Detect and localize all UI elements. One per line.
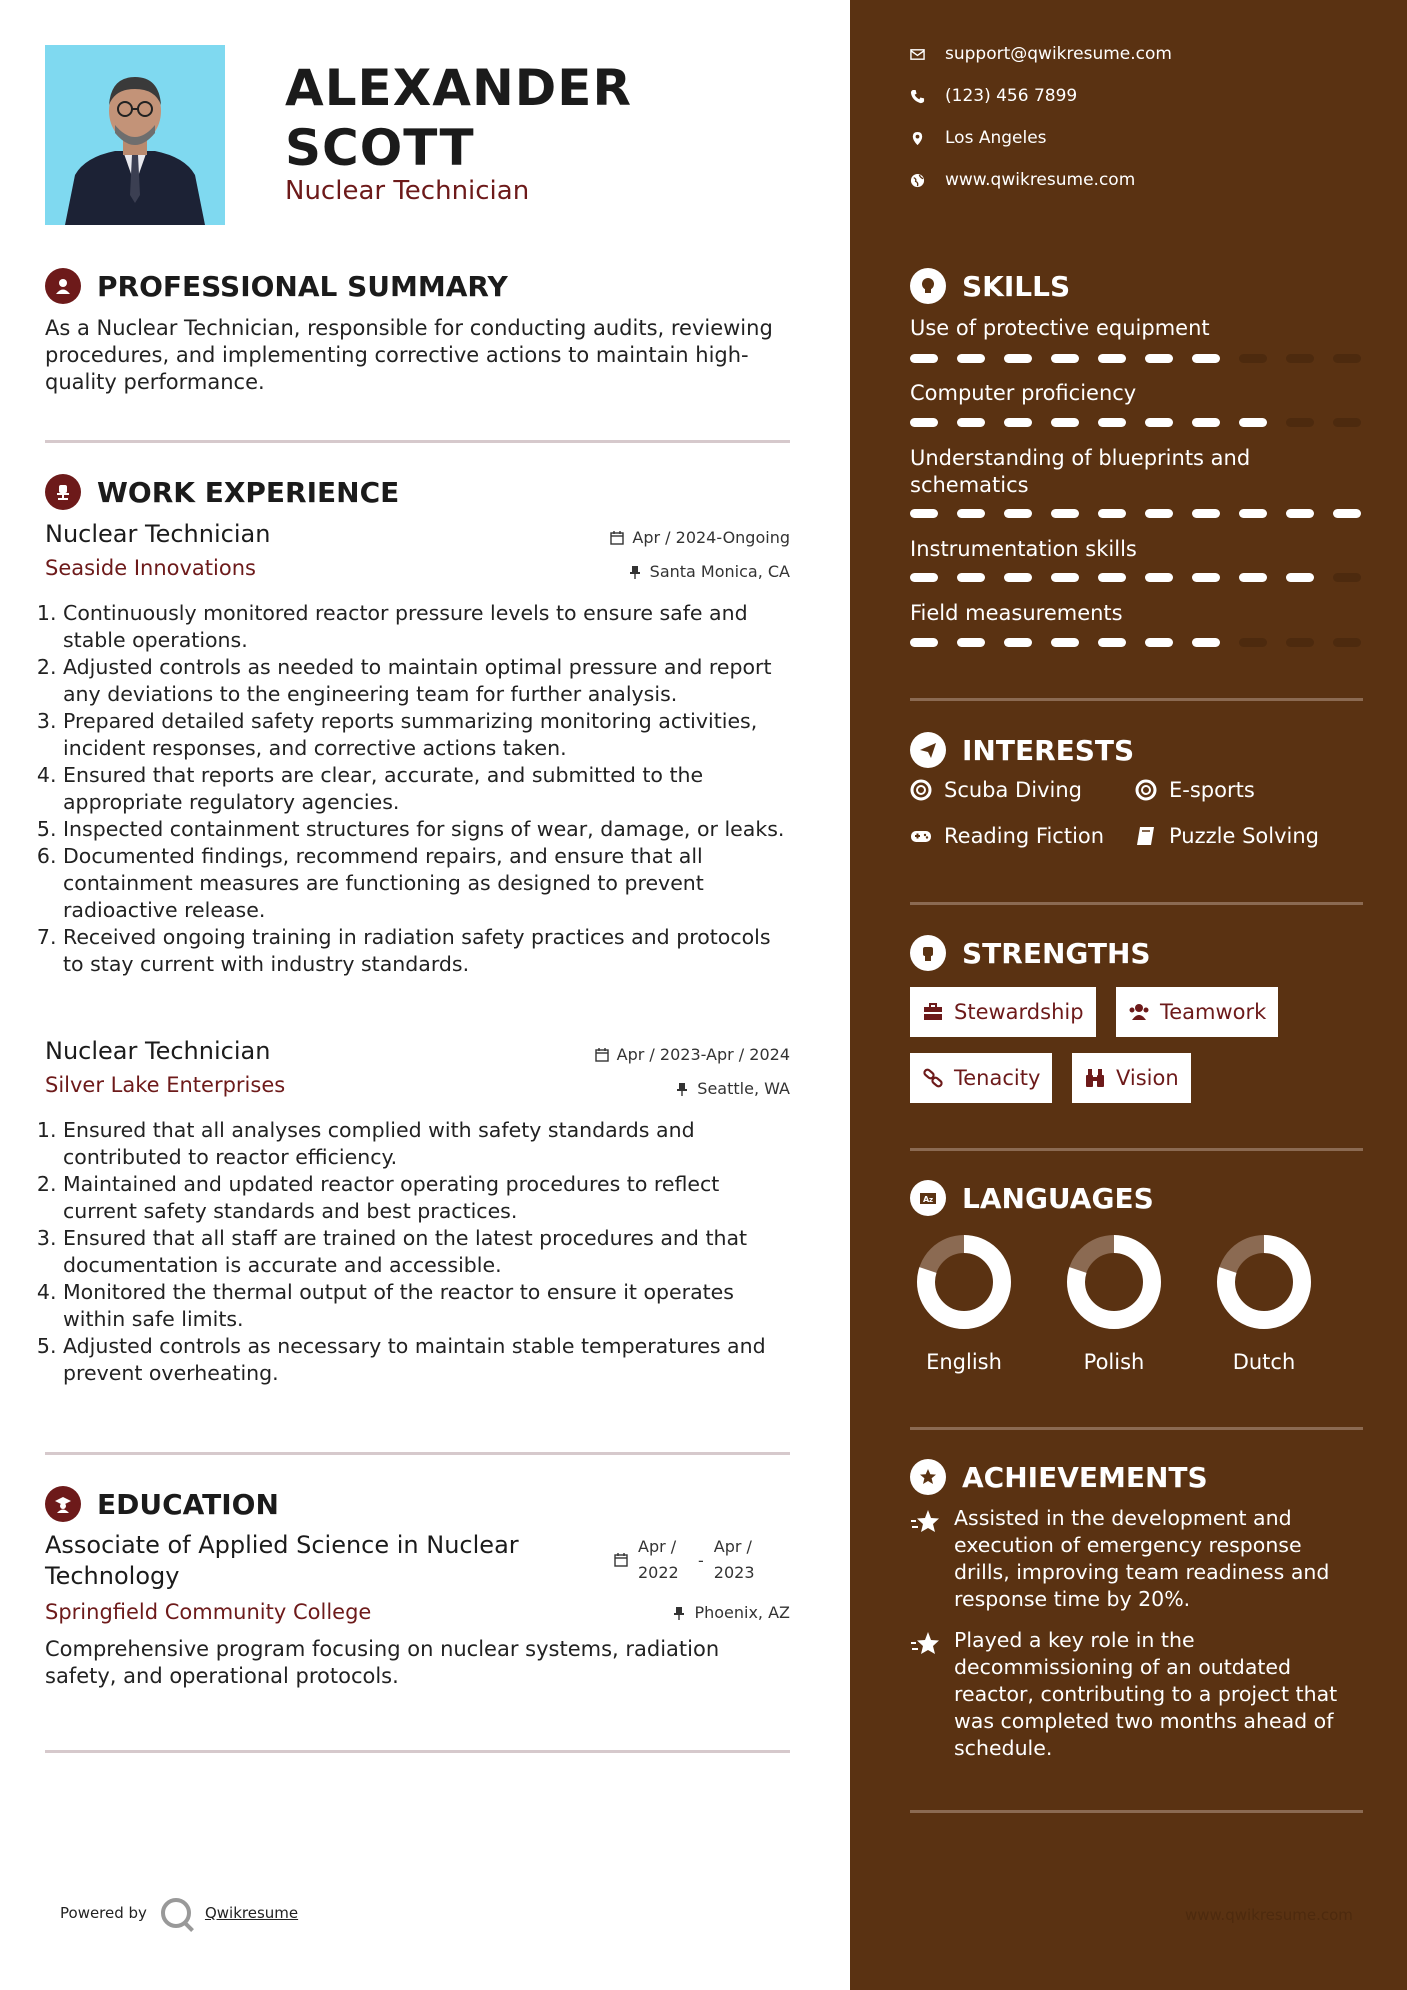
interests-title: INTERESTS — [962, 733, 1135, 767]
divider — [45, 1452, 790, 1455]
job-company: Silver Lake Enterprises — [45, 1073, 286, 1097]
skill-dash-filled — [957, 573, 985, 582]
powered-by-label: Powered by — [60, 1904, 147, 1922]
skill-dash-filled — [1145, 573, 1173, 582]
language-item — [1054, 1232, 1174, 1374]
language-name: Dutch — [1232, 1350, 1296, 1374]
skill-dash-filled — [1098, 573, 1126, 582]
skill-dash-empty — [1286, 638, 1314, 647]
skill-name: Understanding of blueprints and schematics — [910, 446, 1251, 497]
qwikresume-logo-icon — [161, 1898, 191, 1928]
language-name: Polish — [1083, 1350, 1145, 1374]
skill-dash-empty — [1286, 354, 1314, 363]
skill-dash-filled — [957, 354, 985, 363]
language-name: English — [926, 1350, 1002, 1374]
language-ring — [1064, 1232, 1164, 1332]
education-location — [672, 1603, 790, 1622]
star-icon — [910, 1629, 942, 1661]
powered-by — [60, 1898, 298, 1928]
calendar-icon — [614, 1553, 628, 1567]
list-item: 1. Continuously monitored reactor pressure levels to ensure safe and stable operations. — [63, 600, 795, 654]
list-item: 2. Maintained and updated reactor operating procedures to reflect current safety standards and best practices. — [63, 1171, 795, 1225]
job-location — [675, 1079, 790, 1098]
experience-title: WORK EXPERIENCE — [97, 475, 400, 509]
skill-dash-filled — [1098, 638, 1126, 647]
education-dates — [614, 1534, 764, 1586]
skill-meter — [910, 638, 1361, 647]
skill-name: Field measurements — [910, 601, 1123, 625]
pin-icon — [675, 1082, 689, 1096]
fist-icon — [910, 935, 946, 971]
job-dates-text: Apr / 2023-Apr / 2024 — [616, 1045, 790, 1064]
lifebuoy-icon — [1135, 779, 1157, 801]
strength-tag — [1116, 987, 1278, 1037]
list-item: 6. Documented findings, recommend repairs, and ensure that all containment measures are functioning as designed to prevent radioactive release. — [63, 843, 795, 924]
skill-dash-filled — [957, 418, 985, 427]
skill-name: Instrumentation skills — [910, 537, 1137, 561]
job-entry — [45, 1037, 790, 1397]
list-item: 3. Prepared detailed safety reports summarizing monitoring activities, incident responses, and corrective actions taken. — [63, 708, 795, 762]
briefcase-icon — [922, 1001, 944, 1023]
website-text[interactable]: www.qwikresume.com — [945, 170, 1136, 190]
skill-dash-filled — [1145, 418, 1173, 427]
skill-dash-filled — [1004, 638, 1032, 647]
skill-name: Use of protective equipment — [910, 316, 1210, 340]
map-marker-icon — [910, 131, 925, 146]
skill-dash-filled — [1145, 638, 1173, 647]
job-dates — [595, 1045, 790, 1064]
chair-icon — [45, 474, 81, 510]
list-item: 1. Ensured that all analyses complied with safety standards and contributed to reactor efficiency. — [63, 1117, 795, 1171]
job-location — [628, 562, 790, 581]
job-bullets — [45, 1117, 795, 1387]
skill-dash-filled — [1051, 509, 1079, 518]
skill-dash-filled — [1239, 509, 1267, 518]
skill-dash-filled — [1004, 354, 1032, 363]
achievement-item — [910, 1505, 1360, 1613]
skill-dash-filled — [1239, 418, 1267, 427]
divider — [910, 902, 1363, 905]
education-title: EDUCATION — [97, 1487, 279, 1521]
language-item — [1204, 1232, 1324, 1374]
candidate-name — [285, 58, 632, 178]
skill-dash-filled — [910, 418, 938, 427]
interest-item — [910, 824, 1104, 848]
skill-dash-filled — [1192, 354, 1220, 363]
skill-dash-filled — [1333, 509, 1361, 518]
skill-name: Computer proficiency — [910, 381, 1137, 405]
experience-heading — [45, 474, 399, 510]
skill-meter — [910, 573, 1361, 582]
interest-label: Scuba Diving — [944, 778, 1082, 802]
skill-dash-filled — [1004, 573, 1032, 582]
skill-dash-filled — [1192, 418, 1220, 427]
gamepad-icon — [910, 825, 932, 847]
job-dates-text: Apr / 2024-Ongoing — [632, 528, 790, 547]
strengths-heading — [910, 935, 1151, 971]
education-end: Apr / 2023 — [713, 1537, 755, 1582]
profile-photo — [45, 45, 225, 225]
job-company: Seaside Innovations — [45, 556, 256, 580]
skill-dash-filled — [910, 573, 938, 582]
svg-text:z: z — [929, 1196, 934, 1204]
job-location-text: Santa Monica, CA — [649, 562, 790, 581]
contact-email — [910, 44, 1172, 64]
skill-dash-filled — [957, 509, 985, 518]
job-title: Nuclear Technician — [45, 520, 271, 548]
envelope-icon — [910, 47, 925, 62]
skill-dash-filled — [1192, 509, 1220, 518]
location-text: Los Angeles — [945, 128, 1047, 148]
paper-plane-icon — [910, 732, 946, 768]
phone-text: (123) 456 7899 — [945, 86, 1078, 106]
calendar-icon — [595, 1048, 609, 1062]
footer-url[interactable]: www.qwikresume.com — [1185, 1906, 1353, 1924]
language-ring — [914, 1232, 1014, 1332]
skill-meter — [910, 509, 1361, 518]
skill-dash-filled — [1239, 573, 1267, 582]
skill-dash-filled — [910, 638, 938, 647]
interest-label: E-sports — [1169, 778, 1255, 802]
degree-title: Associate of Applied Science in Nuclear Technology — [45, 1531, 519, 1590]
skill-dash-filled — [1004, 418, 1032, 427]
job-bullets — [45, 600, 795, 978]
skill-dash-filled — [957, 638, 985, 647]
book-icon — [1135, 825, 1157, 847]
skill-dash-filled — [910, 509, 938, 518]
skill-dash-filled — [1098, 354, 1126, 363]
skill-dash-empty — [1286, 418, 1314, 427]
svg-text:A: A — [923, 1195, 930, 1204]
candidate-role: Nuclear Technician — [285, 176, 530, 206]
interests-heading — [910, 732, 1134, 768]
skill-dash-filled — [1192, 638, 1220, 647]
skill-dash-filled — [1098, 418, 1126, 427]
skill-dash-filled — [1286, 509, 1314, 518]
divider — [910, 1810, 1363, 1813]
job-location-text: Seattle, WA — [697, 1079, 790, 1098]
strength-label: Stewardship — [954, 1000, 1084, 1024]
star-icon — [910, 1507, 942, 1539]
list-item: 4. Monitored the thermal output of the reactor to ensure it operates within safe limits. — [63, 1279, 795, 1333]
users-icon — [1128, 1001, 1150, 1023]
education-location-text: Phoenix, AZ — [694, 1603, 790, 1622]
summary-heading — [45, 268, 508, 304]
pin-icon — [628, 565, 642, 579]
skill-dash-empty — [1239, 638, 1267, 647]
date-separator: - — [698, 1550, 704, 1570]
contact-phone — [910, 86, 1077, 106]
school-name: Springfield Community College — [45, 1600, 372, 1624]
list-item: 2. Adjusted controls as needed to maintain optimal pressure and report any deviations to the engineering team for further analysis. — [63, 654, 795, 708]
divider — [910, 1427, 1363, 1430]
interest-item — [1135, 778, 1255, 802]
skill-dash-empty — [1333, 573, 1361, 582]
graduate-icon — [45, 1486, 81, 1522]
list-item: 5. Inspected containment structures for signs of wear, damage, or leaks. — [63, 816, 795, 843]
skill-dash-empty — [1333, 638, 1361, 647]
list-item: 7. Received ongoing training in radiation safety practices and protocols to stay current with industry standards. — [63, 924, 795, 978]
user-icon — [45, 268, 81, 304]
divider — [910, 1148, 1363, 1151]
achievement-item — [910, 1627, 1360, 1762]
interest-label: Puzzle Solving — [1169, 824, 1319, 848]
star-badge-icon — [910, 1459, 946, 1495]
achievements-heading — [910, 1459, 1208, 1495]
language-item — [904, 1232, 1024, 1374]
summary-text: As a Nuclear Technician, responsible for conducting audits, reviewing procedures, and implementing corrective actions to maintain high-quality performance. — [45, 316, 773, 394]
person-portrait-image — [45, 45, 225, 225]
translate-icon — [910, 1180, 946, 1216]
strength-tag — [1072, 1053, 1191, 1103]
job-entry — [45, 520, 790, 1010]
languages-heading — [910, 1180, 1154, 1216]
skill-dash-filled — [1051, 638, 1079, 647]
strength-tag — [910, 987, 1096, 1037]
name-first: ALEXANDER — [285, 59, 632, 117]
strength-label: Tenacity — [954, 1066, 1041, 1090]
skill-dash-empty — [1333, 418, 1361, 427]
name-last: SCOTT — [285, 119, 475, 177]
lifebuoy-icon — [910, 779, 932, 801]
skill-dash-empty — [1239, 354, 1267, 363]
contact-website — [910, 170, 1135, 190]
skill-dash-empty — [1333, 354, 1361, 363]
skill-dash-filled — [1098, 509, 1126, 518]
skill-dash-filled — [1145, 509, 1173, 518]
qwikresume-link[interactable]: Qwikresume — [204, 1904, 299, 1922]
skill-dash-filled — [1004, 509, 1032, 518]
language-ring — [1214, 1232, 1314, 1332]
interest-item — [1135, 824, 1319, 848]
lightbulb-icon — [910, 268, 946, 304]
strength-tag — [910, 1053, 1052, 1103]
strengths-title: STRENGTHS — [962, 936, 1151, 970]
skills-heading — [910, 268, 1070, 304]
divider — [910, 698, 1363, 701]
contact-location — [910, 128, 1047, 148]
languages-title: LANGUAGES — [962, 1181, 1154, 1215]
skill-dash-filled — [1192, 573, 1220, 582]
list-item: 4. Ensured that reports are clear, accurate, and submitted to the appropriate regulatory agencies. — [63, 762, 795, 816]
globe-icon — [910, 173, 925, 188]
interest-item — [910, 778, 1082, 802]
link-icon — [922, 1067, 944, 1089]
job-title: Nuclear Technician — [45, 1037, 271, 1065]
achievement-text: Assisted in the development and execution of emergency response drills, improving team readiness and response time by 20%. — [954, 1506, 1330, 1611]
skill-meter — [910, 354, 1361, 363]
education-description: Comprehensive program focusing on nuclear systems, radiation safety, and operational protocols. — [45, 1637, 720, 1688]
binoculars-icon — [1084, 1067, 1106, 1089]
skill-dash-filled — [1286, 573, 1314, 582]
list-item: 5. Adjusted controls as necessary to maintain stable temperatures and prevent overheating. — [63, 1333, 795, 1387]
strength-label: Vision — [1116, 1066, 1179, 1090]
skill-dash-filled — [1051, 354, 1079, 363]
strength-label: Teamwork — [1160, 1000, 1267, 1024]
divider — [45, 440, 790, 443]
sidebar — [850, 0, 1407, 1990]
calendar-icon — [610, 531, 624, 545]
divider — [45, 1750, 790, 1753]
education-start: Apr / 2022 — [638, 1537, 679, 1582]
email-text[interactable]: support@qwikresume.com — [945, 44, 1172, 64]
skill-meter — [910, 418, 1361, 427]
skill-dash-filled — [1051, 418, 1079, 427]
achievement-text: Played a key role in the decommissioning of an outdated reactor, contributing to a project that was completed two months ahead of schedule. — [954, 1628, 1338, 1760]
skill-dash-filled — [910, 354, 938, 363]
pin-icon — [672, 1606, 686, 1620]
phone-icon — [910, 89, 925, 104]
achievements-title: ACHIEVEMENTS — [962, 1460, 1208, 1494]
education-heading — [45, 1486, 279, 1522]
skills-title: SKILLS — [962, 269, 1071, 303]
job-dates — [610, 528, 790, 547]
skill-dash-filled — [1145, 354, 1173, 363]
summary-title: PROFESSIONAL SUMMARY — [97, 269, 508, 303]
skill-dash-filled — [1051, 573, 1079, 582]
interest-label: Reading Fiction — [944, 824, 1105, 848]
list-item: 3. Ensured that all staff are trained on the latest procedures and that documentation is accurate and accessible. — [63, 1225, 795, 1279]
